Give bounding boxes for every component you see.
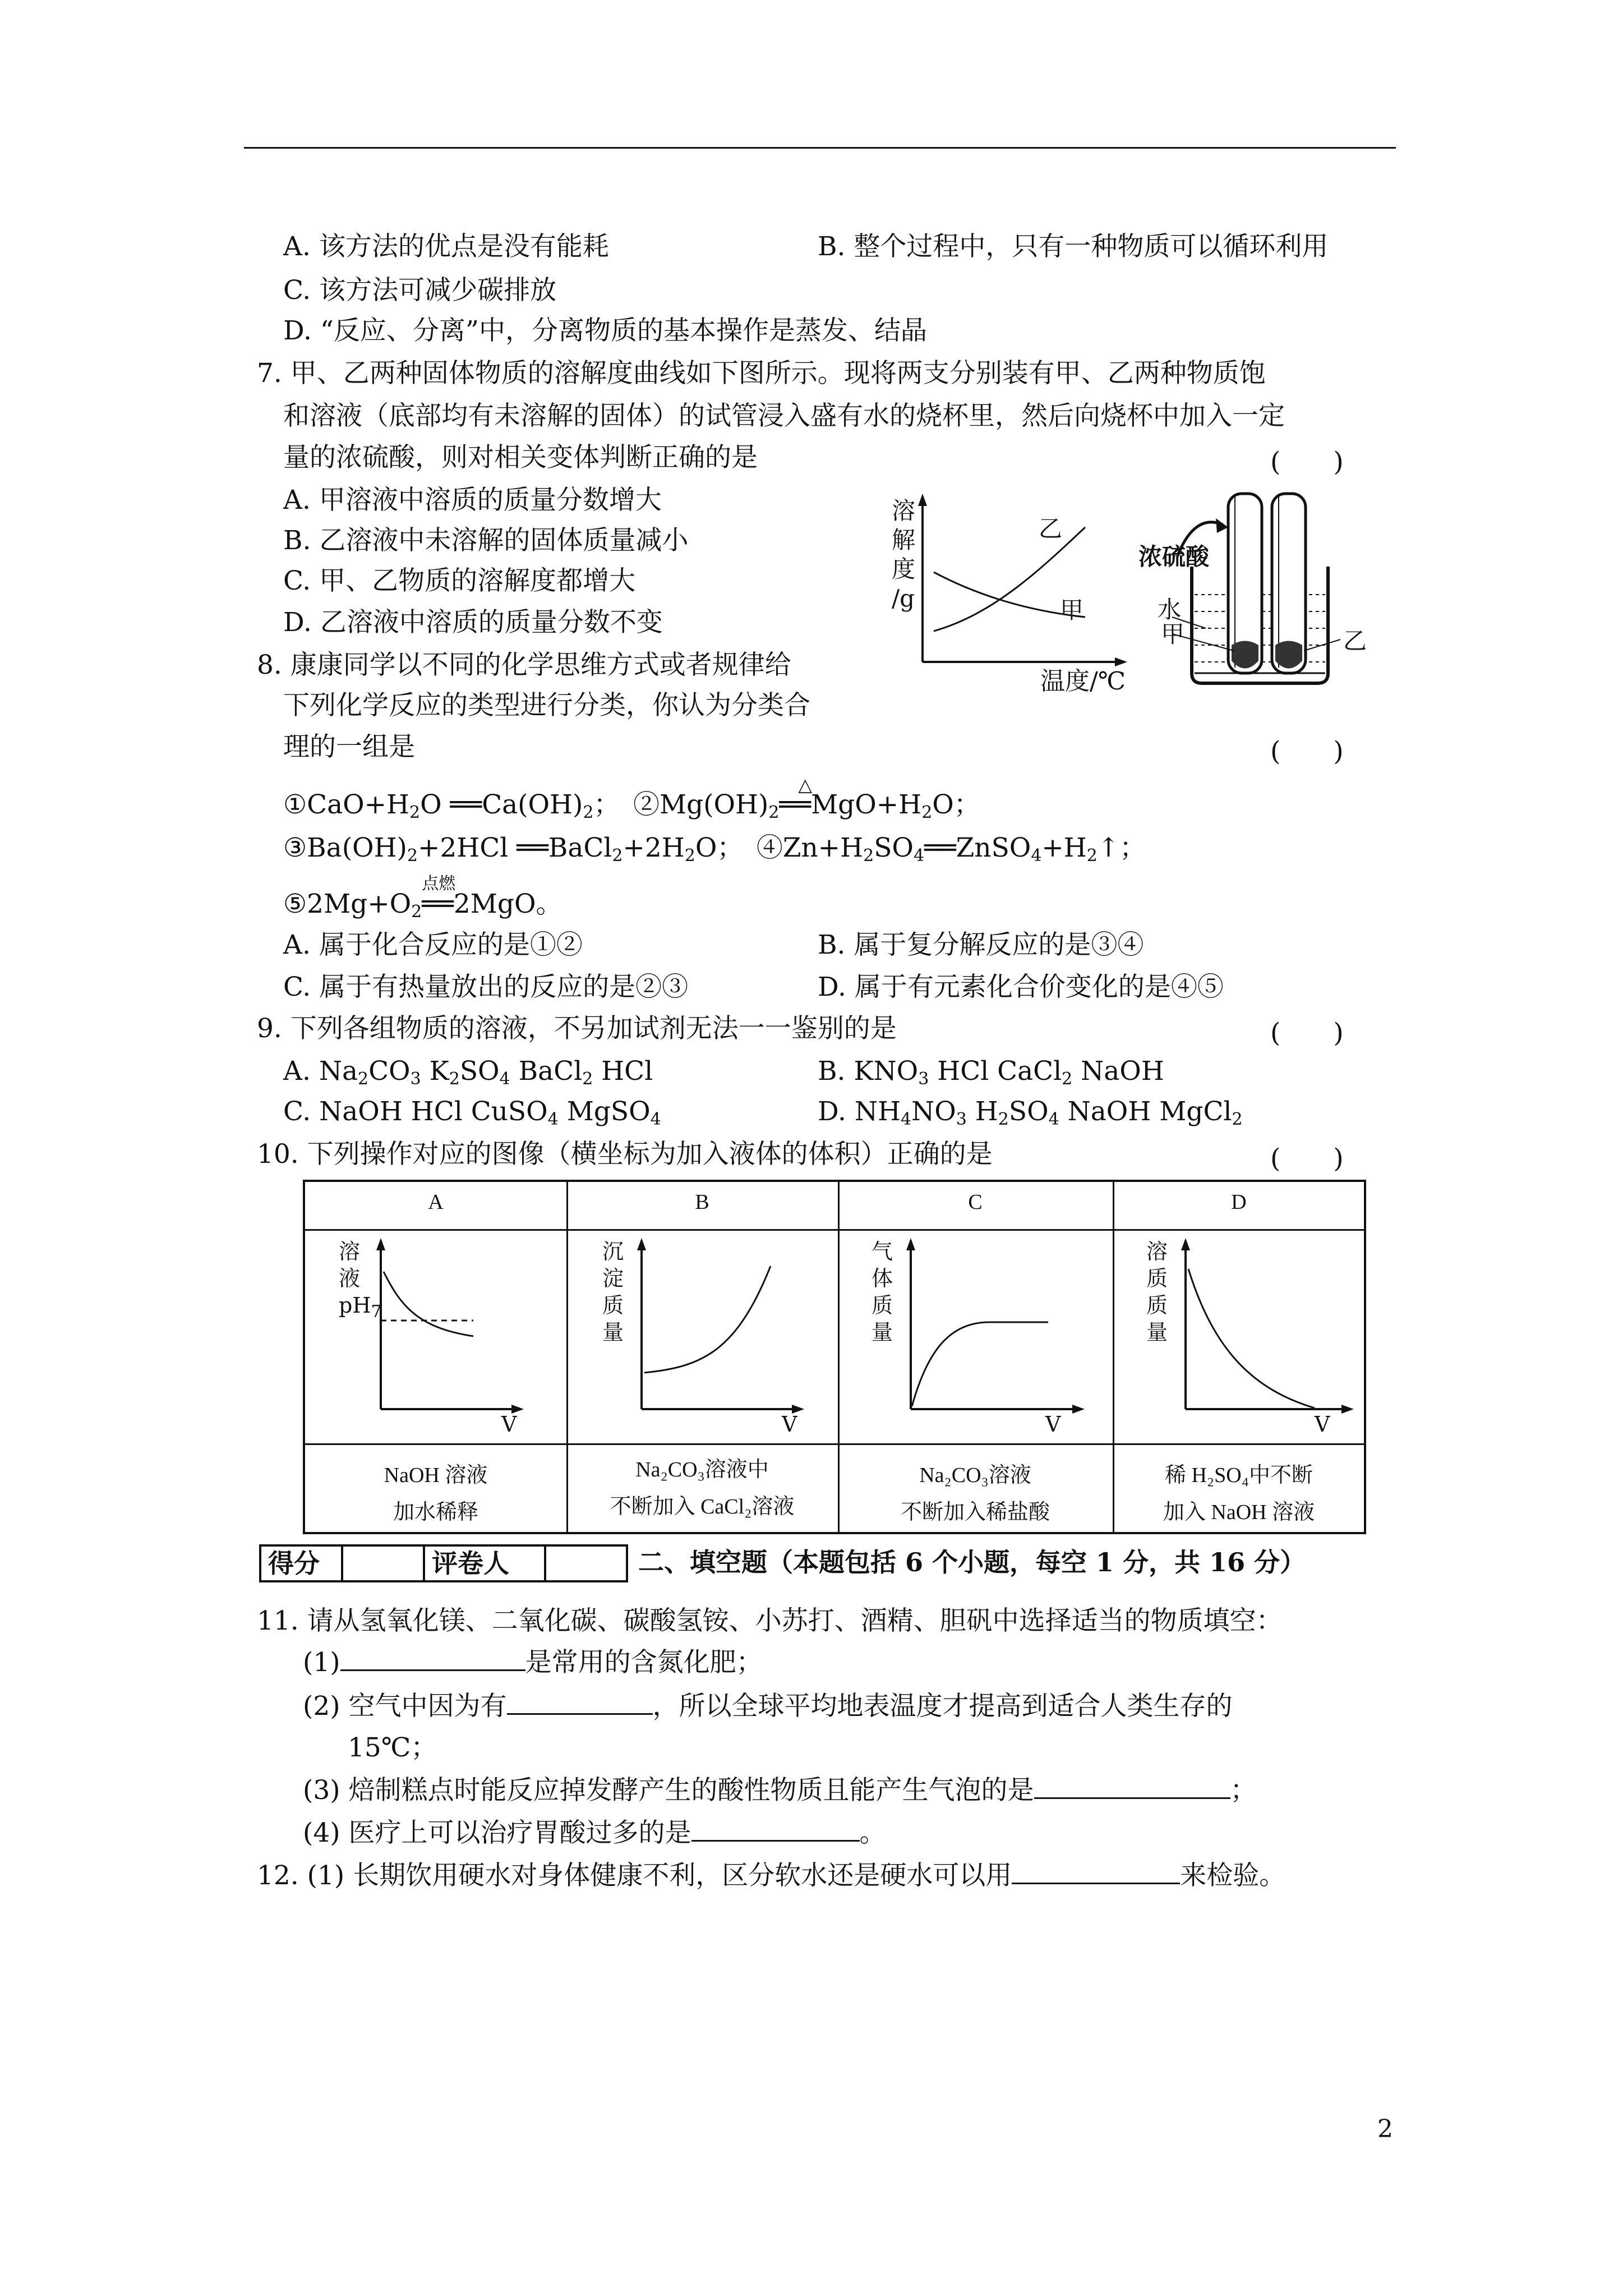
q8-stem-line1: 8. 康康同学以不同的化学思维方式或者规律给 bbox=[257, 650, 791, 680]
q8-equation-3-4: $③Ba(OH)_2+2HCl$ $══BaCl_2+2H_2O$； $④Zn+H_2SO_4══ZnSO_4+H_2↑$； bbox=[283, 832, 1146, 866]
solubility-graph bbox=[892, 494, 1127, 679]
table-head-a: A bbox=[428, 1190, 444, 1214]
q7-option-d: D. 乙溶液中溶质的质量分数不变 bbox=[283, 607, 663, 638]
table-head-d: D bbox=[1231, 1190, 1247, 1214]
q10-stem: 10. 下列操作对应的图像（横坐标为加入液体的体积）正确的是 bbox=[257, 1139, 993, 1170]
q9-answer-paren: ( ) bbox=[1270, 1018, 1344, 1048]
beaker-water-label: 水 bbox=[1158, 596, 1182, 623]
q8-answer-paren: ( ) bbox=[1270, 736, 1344, 767]
q8-equation-5: $⑤2Mg+O_2$ 点燃 ══2MgO。 bbox=[283, 887, 562, 929]
q8-stem-line2: 下列化学反应的类型进行分类，你认为分类合 bbox=[283, 690, 810, 721]
score-label: 得分 bbox=[259, 1544, 343, 1582]
q11-part2-line2: 15℃； bbox=[348, 1732, 437, 1763]
q10-answer-paren: ( ) bbox=[1270, 1143, 1344, 1174]
q9-option-a: A. $Na_2CO_3$ $K_2SO_4$ BaCl$_2$ HCl bbox=[283, 1056, 653, 1089]
q8-option-b: B. 属于复分解反应的是③④ bbox=[818, 930, 1144, 960]
q7-answer-paren: ( ) bbox=[1270, 447, 1344, 477]
section-title: 二、填空题（本题包括 6 个小题，每空 1 分，共 16 分） bbox=[638, 1547, 1306, 1577]
q11-blank-1[interactable] bbox=[340, 1647, 525, 1671]
solubility-y-label: 溶 解 度 /g bbox=[892, 497, 916, 612]
ignite-condition: 点燃 bbox=[422, 874, 456, 894]
q9-option-c: C. NaOH HCl CuSO$_4$ MgSO$_4$ bbox=[283, 1096, 661, 1129]
q7-option-a: A. 甲溶液中溶质的质量分数增大 bbox=[283, 485, 662, 516]
q11-blank-2[interactable] bbox=[507, 1691, 653, 1715]
curve-label-yi: 乙 bbox=[1039, 515, 1063, 542]
q11-blank-3[interactable] bbox=[1034, 1775, 1230, 1799]
q11-part3: (3) 焙制糕点时能反应掉发酵产生的酸性物质且能产生气泡的是 ； bbox=[303, 1775, 1257, 1806]
table-divider bbox=[305, 1443, 1364, 1445]
q11-part2: (2) 空气中因为有 ，所以全球平均地表温度才提高到适合人类生存的 bbox=[303, 1691, 1233, 1722]
q8-stem-line3: 理的一组是 bbox=[283, 731, 415, 762]
q12-blank-1[interactable] bbox=[1012, 1860, 1180, 1884]
table-head-b: B bbox=[695, 1190, 709, 1214]
q8-option-a: A. 属于化合反应的是①② bbox=[283, 930, 583, 960]
q12-part1: 12. (1) 长期饮用硬水对身体健康不利，区分软水还是硬水可以用 来检验。 bbox=[257, 1860, 1286, 1891]
q7-stem-line2: 和溶液（底部均有未溶解的固体）的试管浸入盛有水的烧杯里，然后向烧杯中加入一定 bbox=[283, 401, 1285, 431]
q10-graph-table bbox=[303, 1180, 1366, 1534]
caption-b: Na₂CO₃溶液中 不断加入 CaCl₂溶液 bbox=[610, 1458, 795, 1519]
q7-stem-line3: 量的浓硫酸，则对相关变体判断正确的是 bbox=[283, 442, 758, 473]
q6-option-c: C. 该方法可减少碳排放 bbox=[283, 275, 557, 306]
grader-blank[interactable] bbox=[544, 1544, 628, 1582]
q7-option-c: C. 甲、乙物质的溶解度都增大 bbox=[283, 565, 636, 596]
graph-d bbox=[1146, 1238, 1354, 1437]
q8-equation-1-2: $①CaO+H_2O$ $══Ca(OH)_2$； $②Mg(OH)_2$ △ $══MgO+H_2O$； bbox=[283, 788, 980, 830]
graph-d-y-label: 溶 质 质 量 bbox=[1146, 1239, 1168, 1345]
q9-stem: 9. 下列各组物质的溶液，不另加试剂无法一一鉴别的是 bbox=[257, 1013, 897, 1044]
page-number: 2 bbox=[1377, 2115, 1393, 2143]
graph-a-y-label: 溶 液 $pH_7$ bbox=[339, 1239, 382, 1322]
beaker-diagram bbox=[1138, 482, 1374, 690]
q6-option-a: A. 该方法的优点是没有能耗 bbox=[283, 231, 609, 262]
beaker-tube-yi-label: 乙 bbox=[1343, 627, 1367, 655]
q7-stem-line1: 7. 甲、乙两种固体物质的溶解度曲线如下图所示。现将两支分别装有甲、乙两种物质饱 bbox=[257, 358, 1266, 389]
q6-option-d: D. “反应、分离”中，分离物质的基本操作是蒸发、结晶 bbox=[283, 315, 927, 346]
graph-c-y-label: 气 体 质 量 bbox=[872, 1239, 893, 1345]
q11-blank-4[interactable] bbox=[691, 1818, 860, 1842]
caption-a: NaOH 溶液 加水稀释 bbox=[384, 1464, 488, 1524]
q8-option-d: D. 属于有元素化合价变化的是④⑤ bbox=[818, 972, 1224, 1002]
caption-c: Na₂CO₃溶液 不断加入稀盐酸 bbox=[900, 1464, 1050, 1524]
graph-a bbox=[339, 1238, 524, 1437]
graph-d-x-label: V bbox=[1315, 1412, 1330, 1437]
q11-stem: 11. 请从氢氧化镁、二氧化碳、碳酸氢铵、小苏打、酒精、胆矾中选择适当的物质填空： bbox=[257, 1605, 1283, 1636]
header-rule bbox=[244, 147, 1396, 149]
q11-part4: (4) 医疗上可以治疗胃酸过多的是 。 bbox=[303, 1818, 886, 1848]
solubility-x-label: 温度/℃ bbox=[1040, 667, 1126, 696]
q7-option-b: B. 乙溶液中未溶解的固体质量减小 bbox=[283, 525, 689, 556]
q8-option-c: C. 属于有热量放出的反应的是②③ bbox=[283, 972, 689, 1002]
graph-c-x-label: V bbox=[1045, 1412, 1061, 1437]
graph-c bbox=[872, 1238, 1085, 1437]
q9-option-b: B. $KNO_3$ HCl CaCl$_2$ NaOH bbox=[818, 1056, 1164, 1089]
grader-label: 评卷人 bbox=[423, 1544, 546, 1582]
q6-option-b: B. 整个过程中，只有一种物质可以循环利用 bbox=[818, 231, 1329, 262]
table-head-c: C bbox=[968, 1190, 983, 1214]
q11-part1: (1) 是常用的含氮化肥； bbox=[303, 1647, 763, 1678]
graph-b-x-label: V bbox=[782, 1412, 797, 1437]
heat-condition: △ bbox=[798, 774, 813, 795]
table-divider bbox=[305, 1229, 1364, 1231]
graph-a-x-label: V bbox=[501, 1412, 517, 1437]
beaker-tube-jia-label: 甲 bbox=[1161, 620, 1185, 648]
score-blank[interactable] bbox=[341, 1544, 425, 1582]
q9-option-d: D. $NH_4NO_3$ $H_2SO_4$ NaOH MgCl$_2$ bbox=[818, 1096, 1243, 1129]
graph-b-y-label: 沉 淀 质 量 bbox=[602, 1239, 624, 1345]
graph-b bbox=[602, 1238, 804, 1437]
curve-label-jia: 甲 bbox=[1060, 596, 1084, 624]
beaker-acid-label: 浓硫酸 bbox=[1138, 543, 1210, 570]
caption-d: 稀 H₂SO₄中不断 加入 NaOH 溶液 bbox=[1163, 1464, 1315, 1524]
